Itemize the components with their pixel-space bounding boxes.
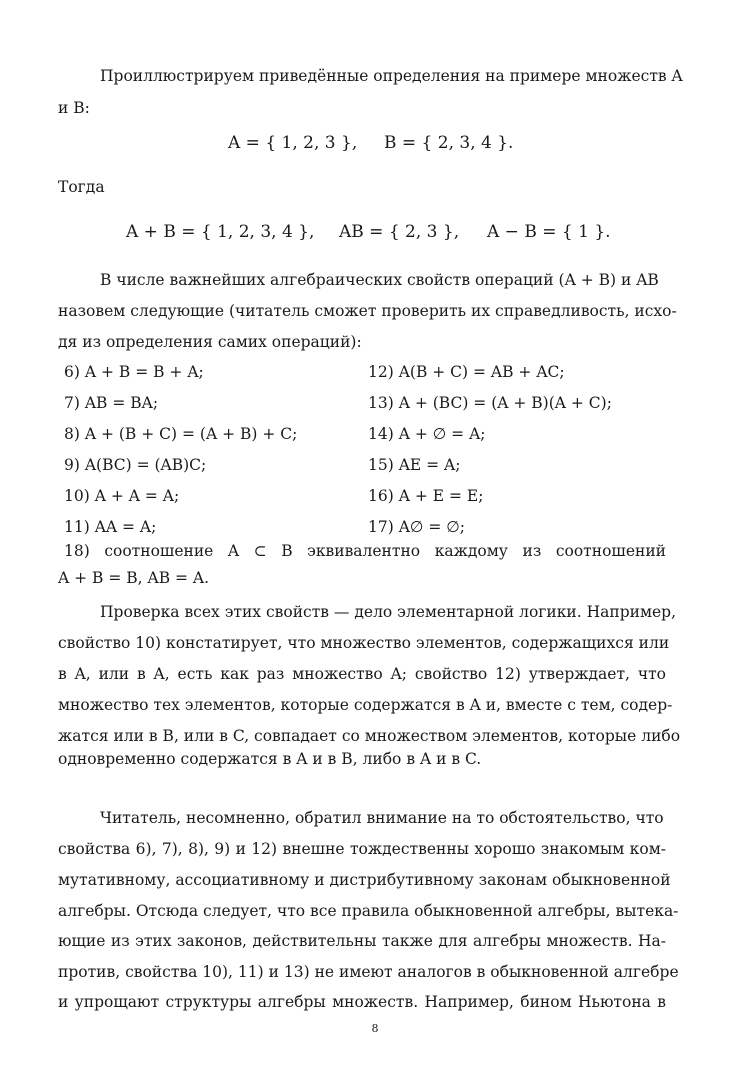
property-16: 16) A + E = E;	[368, 487, 484, 505]
paragraph-2-line-2: свойства 6), 7), 8), 9) и 12) внешне тождественны хорошо знакомым ком-	[58, 840, 666, 858]
property-6: 6) A + B = B + A;	[64, 363, 204, 381]
paragraph-1-line-3: в A, или в A, есть как раз множество A; свойство 12) утверждает, что	[58, 665, 666, 683]
intro-line-2: и B:	[58, 99, 90, 117]
property-11: 11) AA = A;	[64, 518, 157, 536]
formula-set-b: B = { 2, 3, 4 }.	[384, 133, 514, 153]
formula-difference: A − B = { 1 }.	[487, 222, 611, 242]
formula-sum: A + B = { 1, 2, 3, 4 },	[126, 222, 315, 242]
paragraph-2-line-5: ющие из этих законов, действительны также для алгебры множеств. На-	[58, 932, 666, 950]
properties-intro-line-2: назовем следующие (читатель сможет проверить их справедливость, исхо-	[58, 302, 677, 320]
property-12: 12) A(B + C) = AB + AC;	[368, 363, 565, 381]
property-18-line-1: 18) соотношение A ⊂ B эквивалентно каждому из соотношений	[64, 542, 666, 560]
page-number: 8	[371, 1022, 379, 1035]
paragraph-2-line-6: против, свойства 10), 11) и 13) не имеют аналогов в обыкновенной алгебре	[58, 963, 679, 981]
paragraph-2-line-1: Читатель, несомненно, обратил внимание на то обстоятельство, что	[100, 809, 664, 827]
intro-line-1: Проиллюстрируем приведённые определения на примере множеств A	[100, 67, 683, 85]
paragraph-1-line-1: Проверка всех этих свойств — дело элементарной логики. Например,	[100, 603, 677, 621]
properties-intro-line-3: дя из определения самих операций):	[58, 333, 362, 351]
property-9: 9) A(BC) = (AB)C;	[64, 456, 207, 474]
paragraph-1-line-4: множество тех элементов, которые содержатся в A и, вместе с тем, содер-	[58, 696, 673, 714]
property-17: 17) A∅ = ∅;	[368, 518, 465, 536]
property-7: 7) AB = BA;	[64, 394, 159, 412]
property-15: 15) AE = A;	[368, 456, 461, 474]
paragraph-2-line-3: мутативному, ассоциативному и дистрибутивному законам обыкновенной	[58, 871, 671, 889]
paragraph-2-line-4: алгебры. Отсюда следует, что все правила обыкновенной алгебры, вытека-	[58, 902, 679, 920]
paragraph-1-line-5: жатся или в B, или в C, совпадает со множеством элементов, которые либо	[58, 727, 681, 745]
formula-set-a: A = { 1, 2, 3 },	[228, 133, 358, 153]
paragraph-1-line-2: свойство 10) констатирует, что множество элементов, содержащихся или	[58, 634, 670, 652]
property-14: 14) A + ∅ = A;	[368, 425, 486, 443]
property-13: 13) A + (BC) = (A + B)(A + C);	[368, 394, 612, 412]
properties-intro-line-1: В числе важнейших алгебраических свойств операций (A + B) и AB	[100, 271, 659, 289]
paragraph-2-line-7: и упрощают структуры алгебры множеств. Например, бином Ньютона в	[58, 993, 666, 1011]
paragraph-1-line-6: одновременно содержатся в A и в B, либо в A и в C.	[58, 750, 482, 768]
property-8: 8) A + (B + C) = (A + B) + C;	[64, 425, 298, 443]
formula-product: AB = { 2, 3 },	[339, 222, 460, 242]
then-word: Тогда	[58, 178, 105, 196]
property-18-line-2: A + B = B, AB = A.	[58, 569, 210, 587]
property-10: 10) A + A = A;	[64, 487, 180, 505]
